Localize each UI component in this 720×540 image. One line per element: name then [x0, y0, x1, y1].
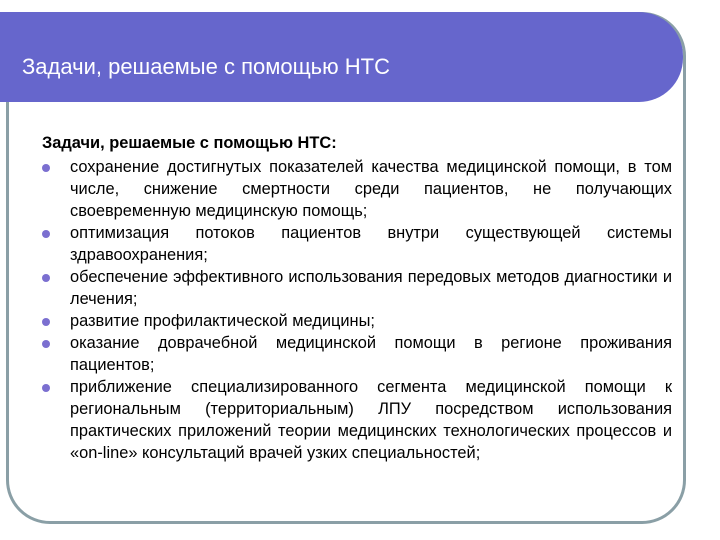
list-item: [42, 376, 672, 464]
list-item: [42, 310, 672, 332]
bullet-dot-icon: [42, 230, 50, 238]
bullet-dot-icon: [42, 274, 50, 282]
bullet-dot-icon: [42, 318, 50, 326]
bullet-dot-icon: [42, 340, 50, 348]
list-item: [42, 266, 672, 310]
slide-title: Задачи, решаемые с помощью НТС: [22, 54, 390, 79]
bullet-list: [42, 156, 672, 464]
list-item-text: развитие профилактической медицины;: [70, 312, 375, 330]
list-item-text: оказание доврачебной медицинской помощи в регионе проживания пациентов;: [70, 334, 672, 374]
list-item-text: приближение специализированного сегмента медицинской помощи к региональным (территориальным) ЛПУ посредством использования практических приложений теории медицинских технологических процессов и «on-line» консультаций врачей узких специальностей;: [70, 378, 672, 462]
list-item-text: обеспечение эффективного использования передовых методов диагностики и лечения;: [70, 268, 672, 308]
list-item: [42, 222, 672, 266]
title-underline: [16, 105, 638, 108]
slide-body: [42, 132, 672, 464]
list-item: [42, 332, 672, 376]
list-item-text: оптимизация потоков пациентов внутри существующей системы здравоохранения;: [70, 224, 672, 264]
title-banner: [0, 12, 683, 102]
bullet-dot-icon: [42, 164, 50, 172]
list-item-text: сохранение достигнутых показателей качества медицинской помощи, в том числе, снижение смертности среди пациентов, не получающих своевременную медицинскую помощь;: [70, 158, 672, 220]
bullet-dot-icon: [42, 384, 50, 392]
body-heading: Задачи, решаемые с помощью НТС:: [42, 134, 337, 152]
list-item: [42, 156, 672, 222]
